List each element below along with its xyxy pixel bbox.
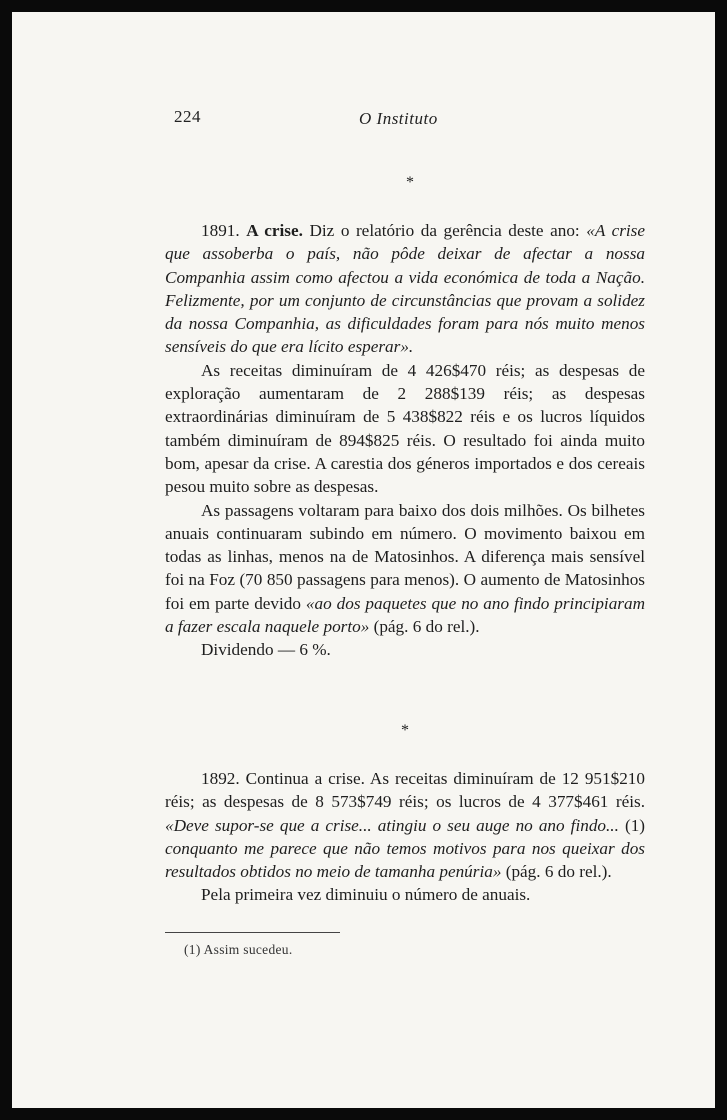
paragraph (165, 499, 645, 639)
paragraph-text: As passagens voltaram para baixo dos dois milhões. Os bilhetes anuais continuaram subindo em número. O movimento baixou em todas as linhas, menos na de Matosinhos. A diferença mais sensível foi na Foz (70 850 passagens para menos). O aumento de Matosinhos foi em parte devido (165, 500, 645, 613)
section-separator: * (401, 722, 409, 739)
footnote-reference: (1) (624, 815, 646, 835)
paragraph-text: Diz o relatório da gerência deste ano: (302, 221, 587, 240)
paragraph-text: (pág. 6 do rel.). (369, 617, 480, 637)
report-quote: «ao dos paquetes que no ano findo principiaram a fazer escala naquele porto» (165, 593, 645, 637)
paragraph: As receitas diminuíram de 4 426$470 réis; as despesas de exploração aumentaram de 2 288$139 réis; as despesas extraordinárias diminuíram de 5 438$822 réis e os lucros líquidos também diminuíram de 894$825 réis. O resultado foi ainda muito bom, apesar da crise. A carestia dos géneros importados e dos cereais pesou muito sobre as despesas. (165, 360, 645, 497)
paragraph-text: (pág. 6 do rel.). (501, 862, 612, 882)
report-quote: «Deve supor-se que a crise... atingiu o seu auge no ano findo... (165, 815, 619, 835)
section-1891 (165, 219, 645, 662)
page-number: 224 (174, 107, 201, 126)
section-title: A crise. (246, 221, 303, 240)
section-1892 (165, 767, 645, 907)
footnote-mark: (1) (184, 942, 201, 957)
paragraph (165, 219, 645, 359)
year-label: 1891. (201, 221, 240, 240)
report-quote: «A crise que assoberba o país, não pôde deixar de afectar a nossa Companhia assim como afectou a vida económica de toda a Nação. Felizmente, por um conjunto de circunstâncias que provam a solidez da nossa Companhia, as dificuldades foram para nós muito menos sensíveis do que era lícito esperar». (165, 221, 645, 357)
running-title: O Instituto (359, 109, 438, 128)
report-quote: conquanto me parece que não temos motivos para nos queixar dos resultados obtidos no meio de tamanha penúria» (165, 838, 645, 882)
paragraph-text: 1892. Continua a crise. As receitas diminuíram de 12 951$210 réis; as despesas de 8 573$749 réis; os lucros de 4 377$461 réis. (165, 769, 645, 812)
footnote (184, 942, 293, 958)
footnote-text: Assim sucedeu. (203, 942, 293, 957)
paragraph (165, 767, 645, 883)
book-page (12, 12, 715, 1108)
paragraph: Pela primeira vez diminuiu o número de anuais. (201, 885, 531, 905)
footnote-rule (165, 932, 340, 933)
section-separator: * (406, 174, 414, 191)
dividend-line: Dividendo — 6 %. (201, 640, 331, 660)
